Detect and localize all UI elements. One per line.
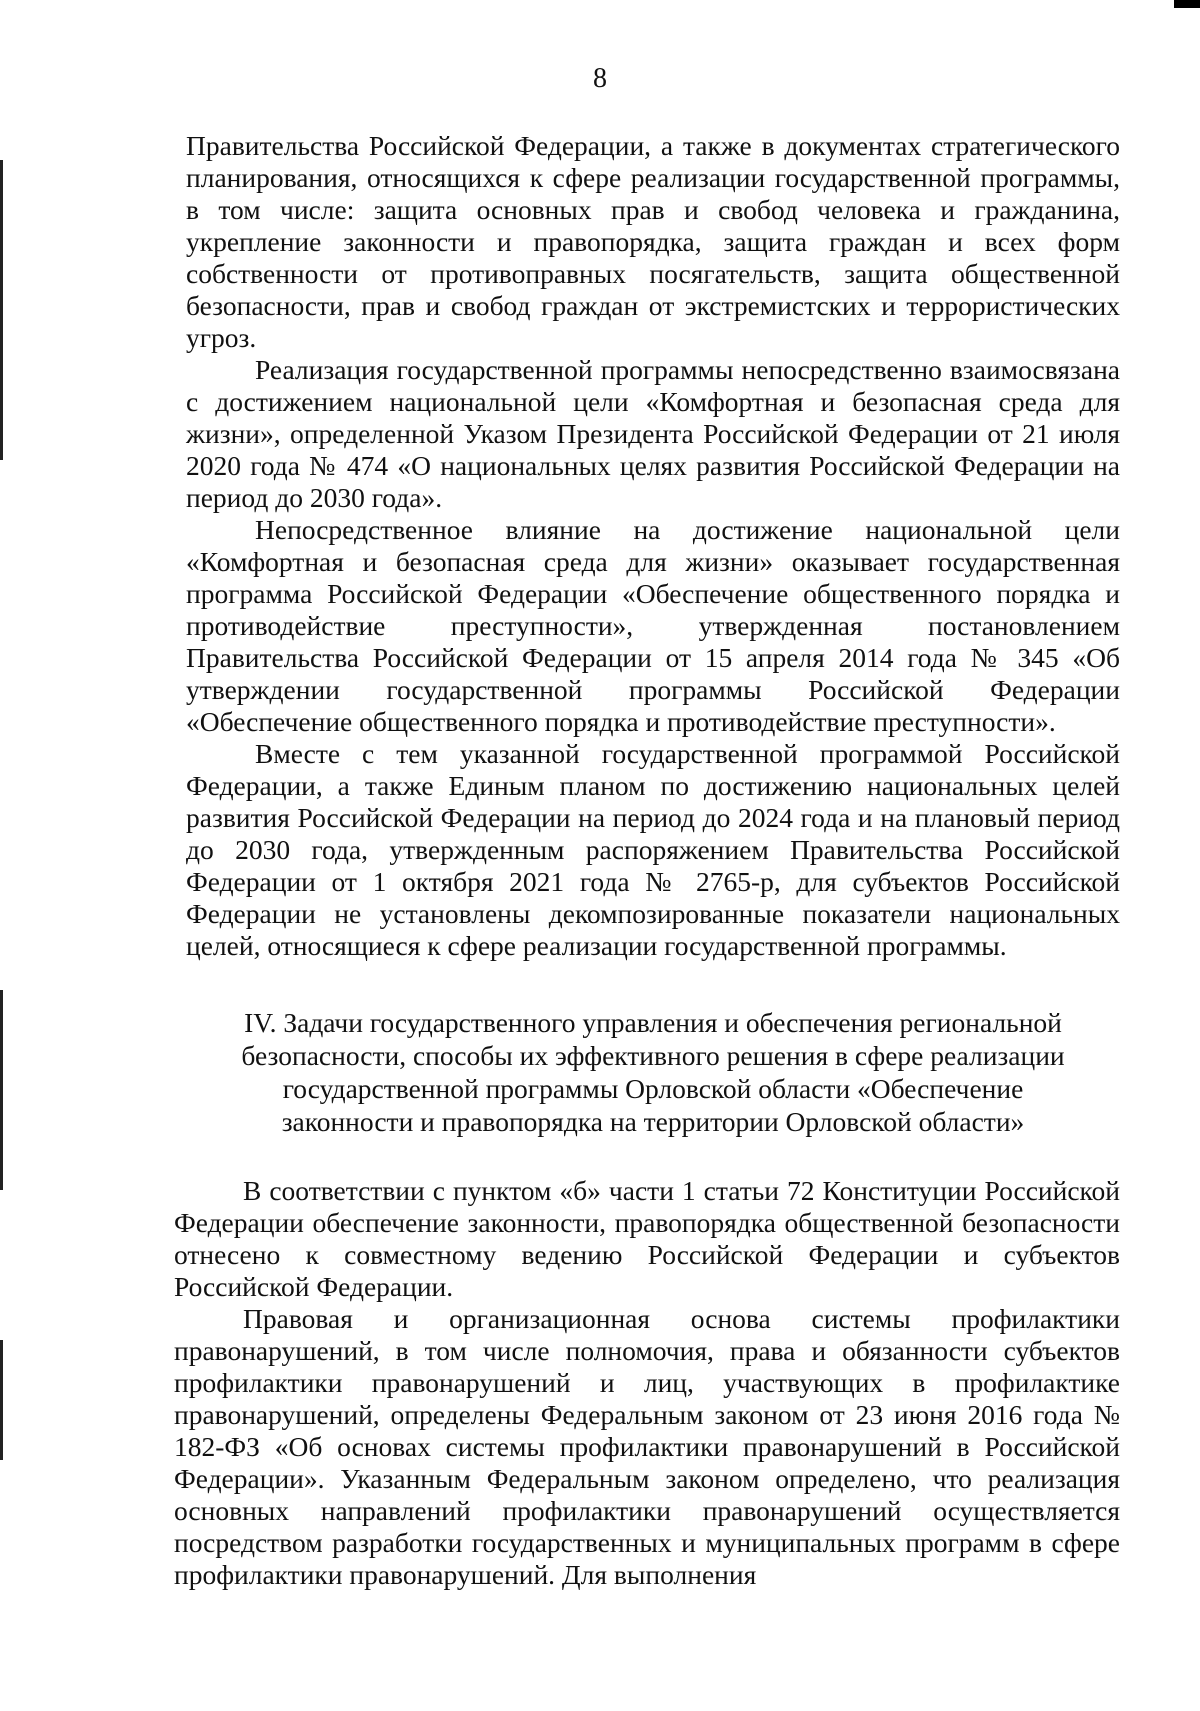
paragraph: В соответствии с пунктом «б» части 1 статьи 72 Конституции Российской Федерации обеспечение законности, правопорядка общественной безопасности отнесено к совместному ведению Российской Федерации и субъектов Российской Федерации.: [174, 1175, 1120, 1302]
heading-line: законности и правопорядка на территории Орловской области»: [281, 1106, 1025, 1137]
scan-edge-mark: [1174, 0, 1200, 8]
body-text-upper: [186, 130, 1120, 962]
page-number: 8: [593, 63, 607, 94]
paragraph: Правовая и организационная основа системы профилактики правонарушений, в том числе полномочия, права и обязанности субъектов профилактики правонарушений и лиц, участвующих в профилактике правонарушений, определены Федеральным законом от 23 июня 2016 года № 182-ФЗ «Об основах системы профилактики правонарушений в Российской Федерации». Указанным Федеральным законом определено, что реализация основных направлений профилактики правонарушений осуществляется посредством разработки государственных и муниципальных программ в сфере профилактики правонарушений. Для выполнения: [174, 1303, 1120, 1590]
paragraph: Вместе с тем указанной государственной программой Российской Федерации, а также Единым планом по достижению национальных целей развития Российской Федерации на период до 2024 года и на плановый период до 2030 года, утвержденным распоряжением Правительства Российской Федерации от 1 октября 2021 года № 2765-р, для субъектов Российской Федерации не установлены декомпозированные показатели национальных целей, относящиеся к сфере реализации государственной программы.: [186, 738, 1120, 961]
scan-binding-mark: [0, 160, 3, 460]
heading-line: государственной программы Орловской области «Обеспечение: [282, 1073, 1024, 1104]
heading-line: IV. Задачи государственного управления и обеспечения региональной: [244, 1007, 1062, 1038]
scan-binding-mark: [0, 1340, 3, 1460]
paragraph: Непосредственное влияние на достижение национальной цели «Комфортная и безопасная среда для жизни» оказывает государственная программа Российской Федерации «Обеспечение общественного порядка и противодействие преступности», утвержденная постановлением Правительства Российской Федерации от 15 апреля 2014 года № 345 «Об утверждении государственной программы Российской Федерации «Обеспечение общественного порядка и противодействие преступности».: [186, 514, 1120, 737]
scan-binding-mark: [0, 990, 3, 1190]
paragraph: Реализация государственной программы непосредственно взаимосвязана с достижением национальной цели «Комфортная и безопасная среда для жизни», определенной Указом Президента Российской Федерации от 21 июля 2020 года № 474 «О национальных целях развития Российской Федерации на период до 2030 года».: [186, 354, 1120, 513]
heading-line: безопасности, способы их эффективного решения в сфере реализации: [241, 1040, 1065, 1071]
section-heading: [186, 1006, 1120, 1138]
body-text-lower: [174, 1175, 1120, 1591]
paragraph: Правительства Российской Федерации, а также в документах стратегического планирования, относящихся к сфере реализации государственной программы, в том числе: защита основных прав и свобод человека и гражданина, укрепление законности и правопорядка, защита граждан и всех форм собственности от противоправных посягательств, защита общественной безопасности, прав и свобод граждан от экстремистских и террористических угроз.: [186, 130, 1120, 353]
